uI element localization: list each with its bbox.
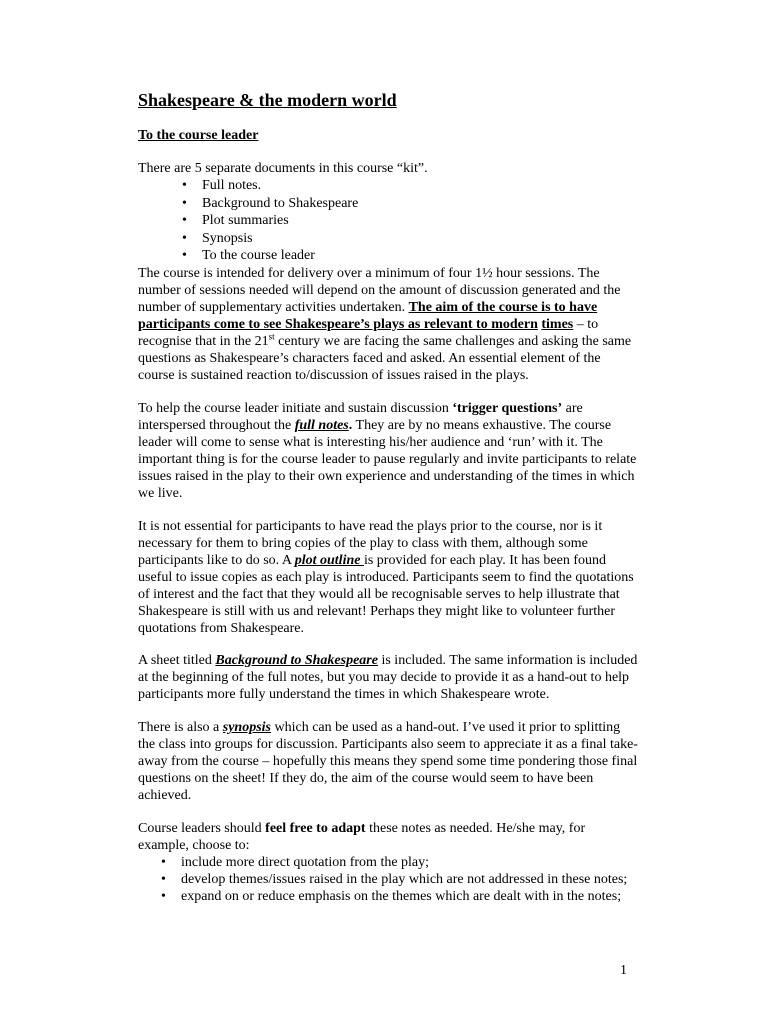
options-list: [138, 854, 638, 905]
list-item: • develop themes/issues raised in the play which are not addressed in these notes;: [138, 871, 638, 888]
text-run: A sheet titled: [138, 653, 216, 668]
text-run: It is not essential for participants to have read the plays prior to the course, nor is it necessary for them to bring copies of the play to class with them, although some participants like to do so. A: [138, 519, 603, 568]
page-number: 1: [620, 963, 627, 978]
course-aim-times: times: [541, 317, 574, 332]
list-item: • Full notes.: [138, 177, 358, 195]
plot-outline-paragraph: [138, 518, 638, 637]
documents-list: [138, 177, 358, 265]
document-title: Shakespeare & the modern world: [138, 90, 397, 110]
adapt-term: feel free to adapt: [265, 821, 366, 836]
course-description-paragraph: [138, 265, 638, 384]
text-run: century we are facing the same challenges and asking the same questions as Shakespeare’s characters faced and asked. An essential element of the course is sustained reaction to/discussion of issues raised in the plays.: [138, 334, 632, 383]
list-item: • Synopsis: [138, 230, 358, 248]
text-run: which can be used as a hand-out. I’ve used it prior to splitting the class into groups for discussion. Participants also seem to appreciate it as a final take-away from the course – hopefully this means they spend some time pondering those final questions on the sheet! If they do, the aim of the course would seem to have been achieved.: [138, 720, 638, 803]
text-run: is provided for each play. It has been found useful to issue copies as each play is introduced. Participants seem to find the quotations of interest and the fact that they would all be recognisable serves to help illustrate that Shakespeare is still with us and relevant! Perhaps they might like to volunteer further quotations from Shakespeare.: [138, 553, 634, 636]
trigger-questions-term: ‘trigger questions’: [452, 401, 563, 416]
list-item: • Background to Shakespeare: [138, 195, 358, 213]
course-aim-text: The aim of the course is to have participants come to see Shakespeare’s plays as relevant to modern: [138, 300, 598, 332]
text-run: are interspersed throughout the: [138, 401, 583, 433]
text-run: Course leaders should: [138, 821, 266, 836]
list-item: • Plot summaries: [138, 212, 358, 230]
text-run: They are by no means exhaustive. The course leader will come to sense what is interesting his/her audience and ‘run’ with it. The important thing is for the course leader to pause regularly and invite participants to relate issues raised in the play to their own experience and understanding of the times in which we live.: [138, 418, 637, 501]
full-notes-term: full notes: [294, 418, 349, 433]
text-run: these notes as needed. He/she may, for example, choose to:: [138, 821, 586, 853]
trigger-questions-paragraph: [138, 400, 638, 502]
text-run: To help the course leader initiate and sustain discussion: [138, 401, 453, 416]
synopsis-paragraph: [138, 719, 638, 804]
text-run: – to recognise that in the 21: [138, 317, 599, 349]
plot-outline-term: plot outline: [294, 553, 364, 568]
text-run: There is also a: [138, 720, 223, 735]
list-item: • To the course leader: [138, 247, 358, 265]
list-item: • expand on or reduce emphasis on the themes which are dealt with in the notes;: [138, 888, 638, 905]
intro-paragraph: There are 5 separate documents in this course “kit”.: [138, 161, 428, 176]
text-run: .: [348, 418, 353, 433]
synopsis-term: synopsis: [222, 720, 271, 735]
superscript: st: [268, 331, 275, 342]
list-item: • include more direct quotation from the play;: [138, 854, 638, 871]
adapt-paragraph: [138, 820, 638, 854]
background-paragraph: [138, 652, 638, 703]
text-run: The course is intended for delivery over a minimum of four 1½ hour sessions. The number of sessions needed will depend on the amount of discussion generated and the number of supplementary activities undertaken.: [138, 266, 621, 315]
text-run: is included. The same information is included at the beginning of the full notes, but you may decide to provide it as a hand-out to help participants more fully understand the times in which Shakespeare wrote.: [138, 653, 638, 702]
background-term: Background to Shakespeare: [215, 653, 378, 668]
section-heading: To the course leader: [138, 128, 259, 143]
